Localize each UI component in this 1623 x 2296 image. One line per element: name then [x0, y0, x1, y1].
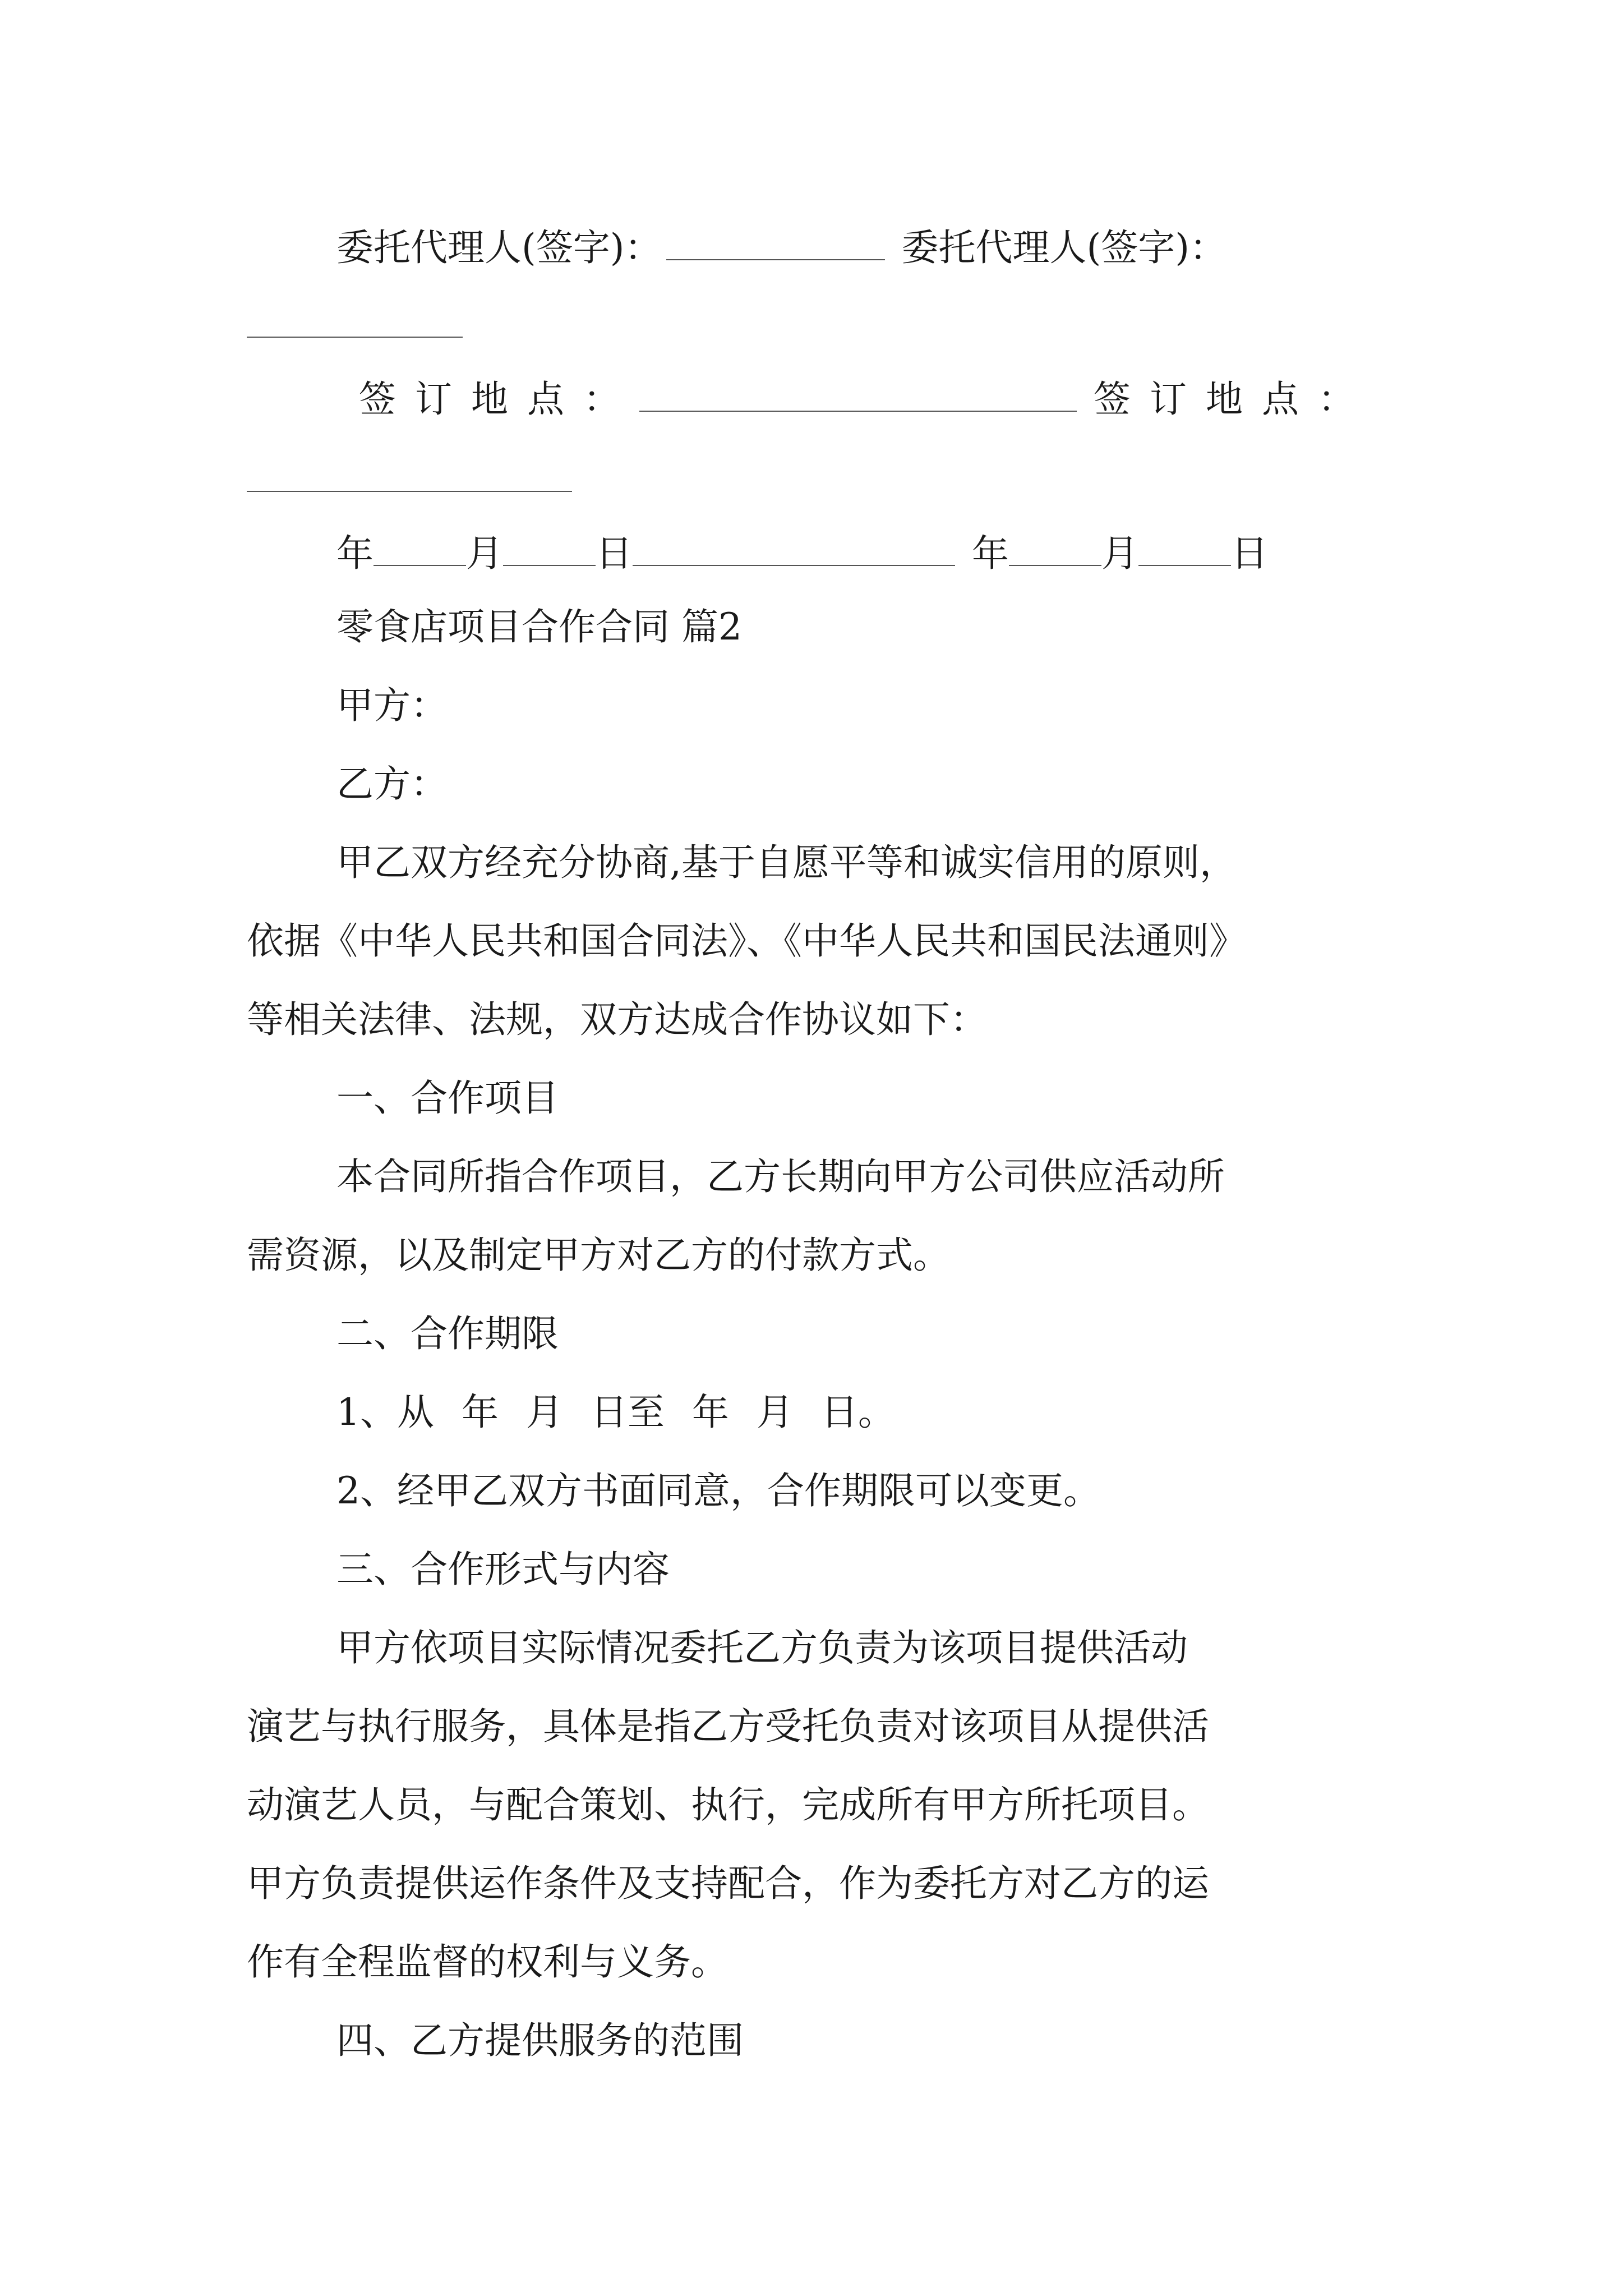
agent-signature-line: [336, 224, 1227, 269]
clause-1-line-2: 需资源，以及制定甲方对乙方的付款方式。: [247, 1234, 950, 1277]
signing-place-line: [359, 376, 1374, 421]
clause-2-item-1: 1、从 年 月 日至 年 月 日。: [336, 1391, 895, 1434]
date-day-left: 日: [596, 532, 633, 575]
signing-place-blank-right: [247, 491, 572, 492]
clause-1-line-1: 本合同所指合作项目，乙方长期向甲方公司供应活动所: [336, 1155, 1225, 1198]
preamble-line-1: 甲乙双方经充分协商,基于自愿平等和诚实信用的原则，: [336, 841, 1237, 884]
party-a-label: 甲方：: [336, 684, 448, 727]
signing-date-line: [336, 530, 1268, 575]
place-label-left: 签订地点：: [359, 378, 639, 421]
date-month-right: 月: [1101, 532, 1138, 575]
agent-label-left: 委托代理人(签字)：: [336, 226, 662, 269]
date-month-blank-right: [1138, 530, 1231, 566]
date-year-blank-right: [1009, 530, 1101, 566]
preamble-line-3: 等相关法律、法规，双方达成合作协议如下：: [247, 998, 987, 1041]
date-month-blank-left: [503, 530, 596, 566]
clause-3-line-1: 甲方依项目实际情况委托乙方负责为该项目提供活动: [336, 1626, 1188, 1669]
agent-signature-blank-right: [247, 337, 463, 338]
date-year-blank-left: [374, 530, 466, 566]
clause-3-line-2: 演艺与执行服务，具体是指乙方受托负责对该项目从提供活: [247, 1705, 1209, 1748]
agent-signature-blank-left: [666, 224, 885, 260]
date-day-right: 日: [1231, 532, 1268, 575]
section-title: 零食店项目合作合同 篇2: [336, 605, 742, 648]
clause-4-heading: 四、乙方提供服务的范围: [336, 2019, 744, 2062]
clause-3-line-5: 作有全程监督的权利与义务。: [247, 1940, 728, 1984]
date-gap-blank: [633, 530, 955, 566]
agent-label-right: 委托代理人(签字)：: [901, 226, 1227, 269]
clause-3-heading: 三、合作形式与内容: [336, 1548, 670, 1591]
clause-2-item-2: 2、经甲乙双方书面同意，合作期限可以变更。: [336, 1469, 1100, 1512]
place-label-right: 签订地点：: [1094, 378, 1374, 421]
clause-1-heading: 一、合作项目: [336, 1076, 559, 1120]
preamble-line-2: 依据《中华人民共和国合同法》、《中华人民共和国民法通则》: [247, 919, 1246, 963]
date-year-right: 年: [972, 532, 1009, 575]
signing-place-blank-left: [639, 376, 1077, 412]
clause-3-line-3: 动演艺人员，与配合策划、执行，完成所有甲方所托项目。: [247, 1783, 1209, 1826]
party-b-label: 乙方：: [336, 762, 448, 806]
date-year-left: 年: [336, 532, 374, 575]
date-month-left: 月: [466, 532, 503, 575]
clause-3-line-4: 甲方负责提供运作条件及支持配合，作为委托方对乙方的运: [247, 1862, 1209, 1905]
clause-2-heading: 二、合作期限: [336, 1312, 559, 1355]
